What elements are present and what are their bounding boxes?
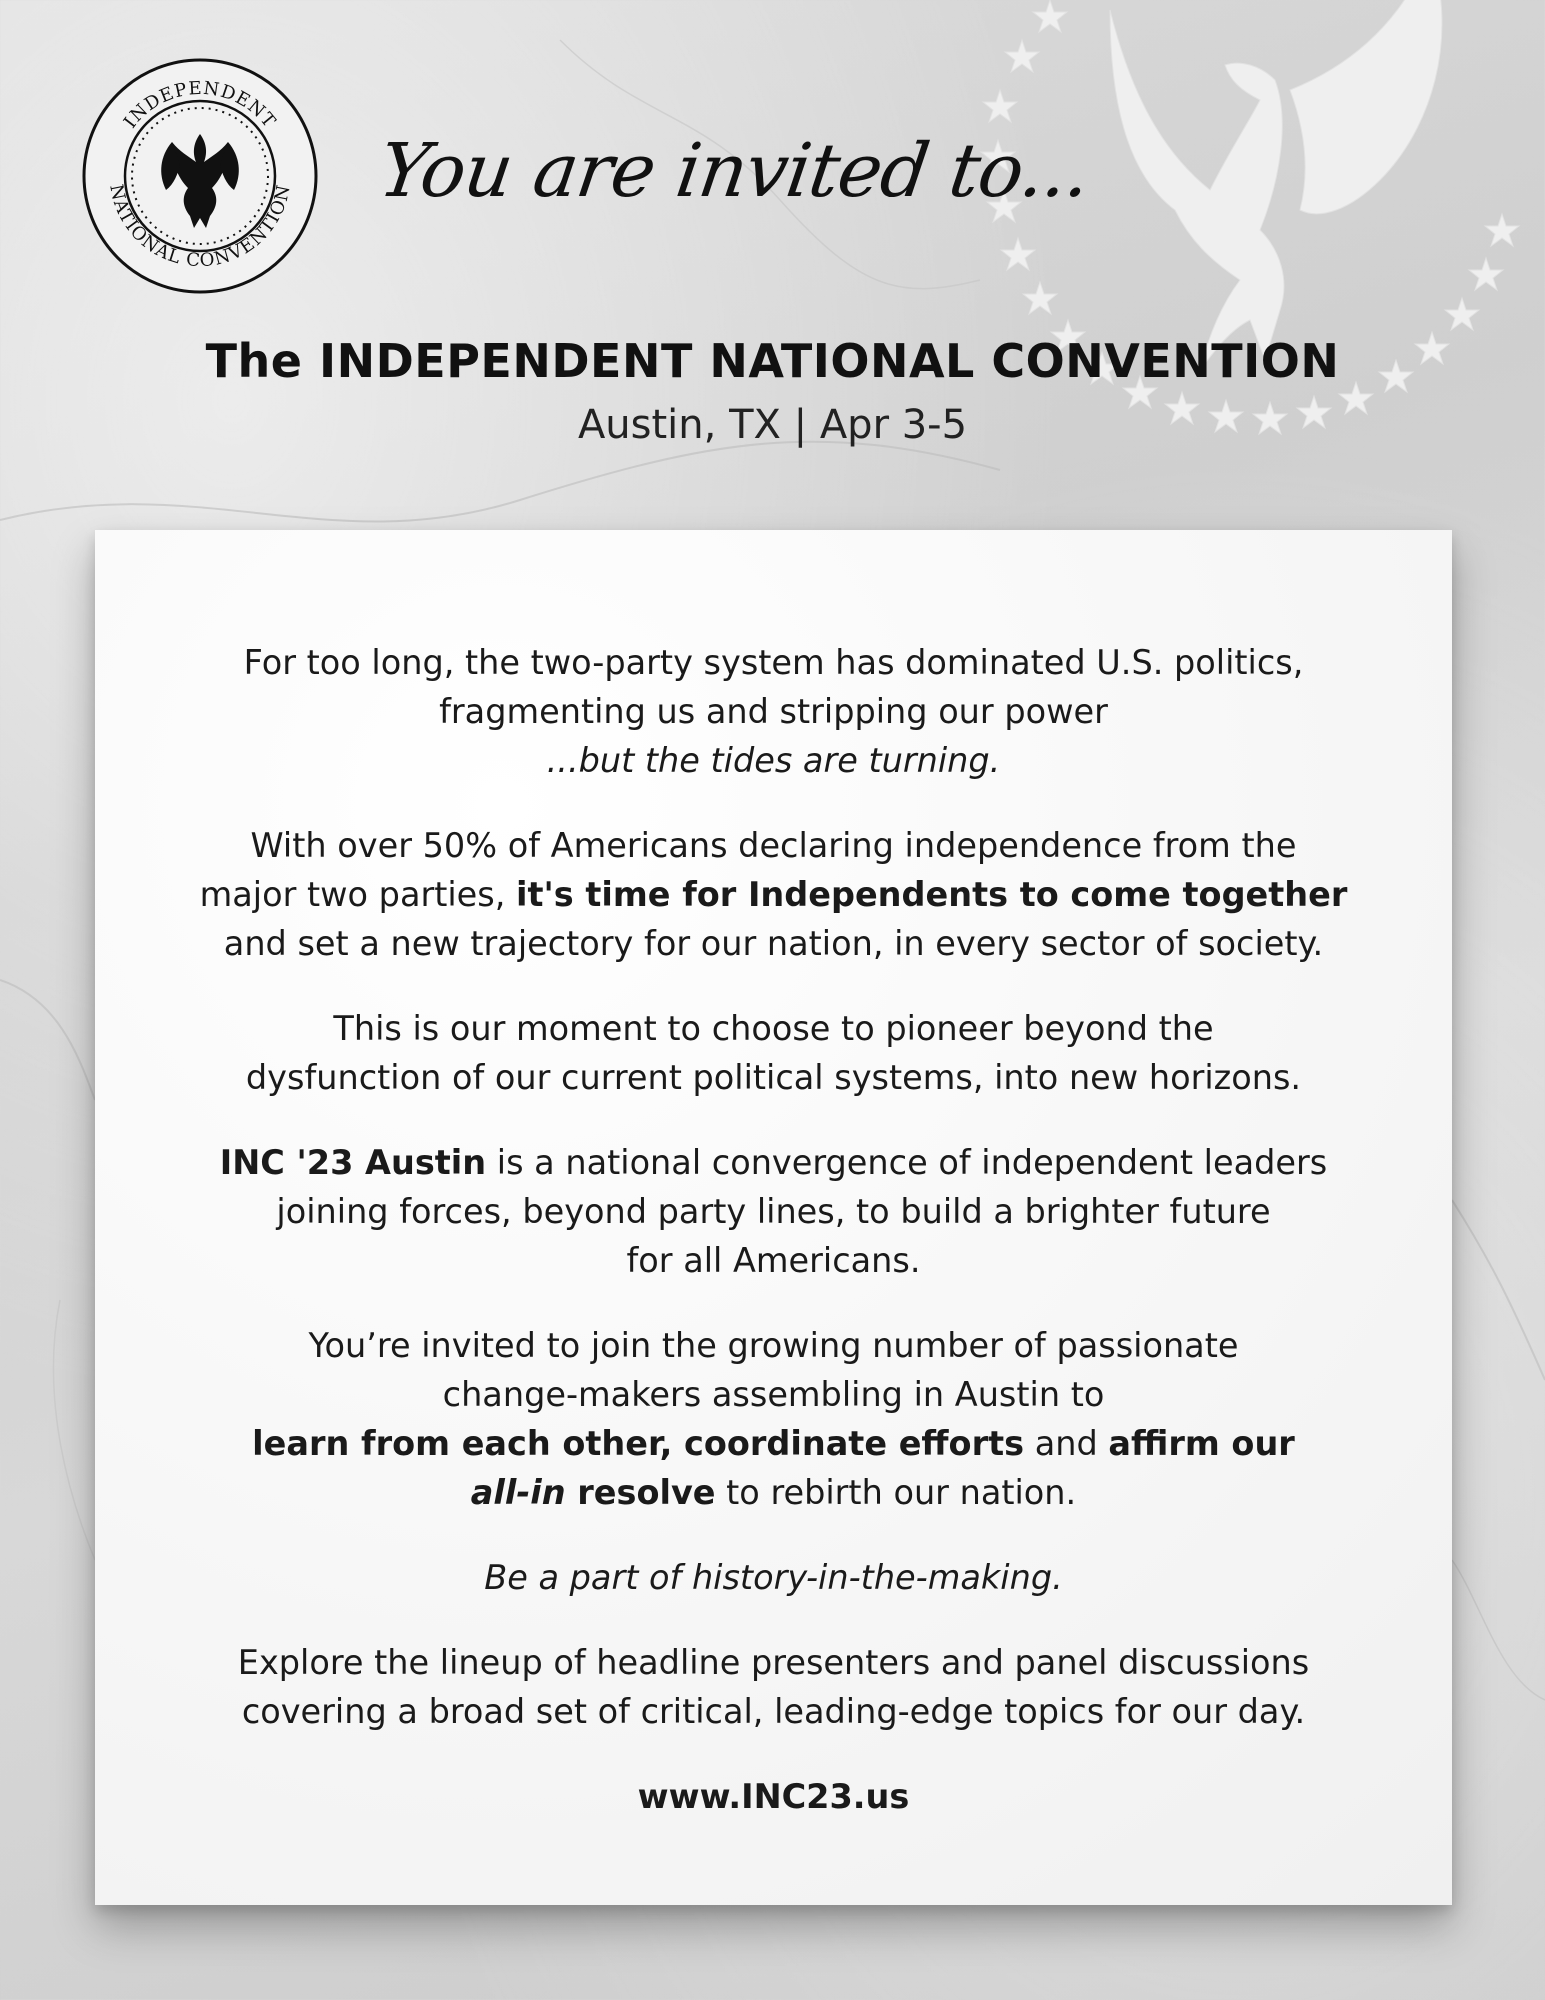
text-line [95, 870, 1452, 919]
invitation-body [95, 638, 1452, 1857]
text-line: and set a new trajectory for our nation, in every sector of society. [223, 924, 1324, 963]
text-line [95, 1138, 1452, 1187]
bold-text: learn from each other, coordinate efforts [252, 1424, 1025, 1463]
text-line: fragmenting us and stripping our power [439, 692, 1108, 731]
text-line: joining forces, beyond party lines, to build a brighter future [276, 1192, 1271, 1231]
paragraph-invitation [95, 1321, 1452, 1517]
text-line [95, 1468, 1452, 1517]
paragraph-history [95, 1553, 1452, 1602]
text-segment: to rebirth our nation. [715, 1473, 1077, 1512]
text-line: for all Americans. [626, 1241, 921, 1280]
paragraph-explore [95, 1638, 1452, 1736]
paragraph-moment [95, 1004, 1452, 1102]
website-url[interactable]: www.INC23.us [637, 1777, 910, 1816]
invitation-script-heading: You are invited to... [373, 128, 1095, 214]
bold-text: resolve [565, 1473, 716, 1512]
bold-text: INC '23 Austin [219, 1143, 487, 1182]
paragraph-independence [95, 821, 1452, 968]
paragraph-inc-austin [95, 1138, 1452, 1285]
text-line: You’re invited to join the growing number of passionate [308, 1326, 1239, 1365]
text-line: With over 50% of Americans declaring independence from the [250, 826, 1297, 865]
italic-text: all-in [470, 1473, 566, 1512]
text-line [95, 1553, 1452, 1602]
website-link[interactable] [95, 1772, 1452, 1821]
convention-seal-logo [80, 56, 320, 296]
invitation-card [95, 530, 1452, 1905]
svg-text:INDEPENDENT: INDEPENDENT [119, 77, 280, 133]
text-segment: is a national convergence of independent leaders [486, 1143, 1328, 1182]
paragraph-intro [95, 638, 1452, 785]
bold-text: it's time for Independents to come together [516, 875, 1348, 914]
text-line: covering a broad set of critical, leading-edge topics for our day. [241, 1692, 1306, 1731]
bold-text: affirm our [1108, 1424, 1295, 1463]
text-line: Explore the lineup of headline presenters and panel discussions [237, 1643, 1310, 1682]
italic-text: Be a part of history-in-the-making. [484, 1558, 1063, 1597]
event-location-date: Austin, TX | Apr 3-5 [577, 402, 968, 448]
text-line [95, 736, 1452, 785]
text-line: For too long, the two-party system has dominated U.S. politics, [243, 643, 1304, 682]
text-line: dysfunction of our current political systems, into new horizons. [245, 1058, 1302, 1097]
svg-text:NATIONAL CONVENTION: NATIONAL CONVENTION [105, 182, 295, 272]
eagle-emblem-watermark [960, 0, 1545, 470]
text-line [95, 1419, 1452, 1468]
text-line: This is our moment to choose to pioneer beyond the [333, 1009, 1214, 1048]
event-title: The INDEPENDENT NATIONAL CONVENTION [205, 334, 1340, 388]
text-line: change-makers assembling in Austin to [442, 1375, 1105, 1414]
text-segment: and [1024, 1424, 1109, 1463]
text-segment: major two parties, [199, 875, 517, 914]
italic-text: ...but the tides are turning. [546, 741, 1001, 780]
bold-italic-text [471, 1473, 566, 1512]
